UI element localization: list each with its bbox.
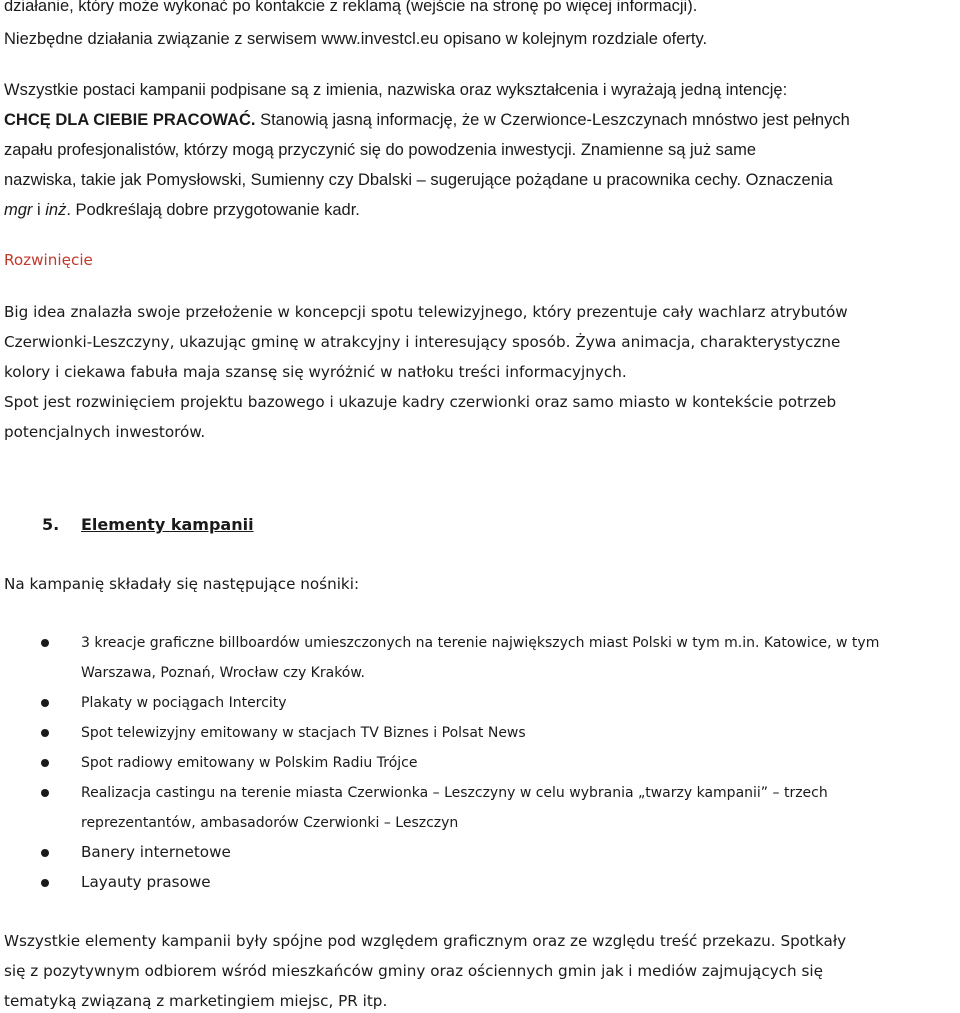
list-item-line-1: Banery internetowe <box>81 843 231 861</box>
list-item-line-1: Layauty prasowe <box>81 873 211 891</box>
section-title: Elementy kampanii <box>81 515 254 534</box>
summary-line-2: się z pozytywnym odbiorem wśród mieszkańców gminy oraz ościennych gmin jak i mediów zajmujących się <box>4 962 823 980</box>
development-p2-line-1: Spot jest rozwinięciem projektu bazowego i ukazuje kadry czerwionki oraz samo miasto w kontekście potrzeb <box>4 393 837 411</box>
abbr-inz: inż <box>45 201 67 219</box>
bullet-icon <box>41 879 49 887</box>
section-number: 5. <box>42 515 60 534</box>
section-intro: Na kampanię składały się następujące nośniki: <box>4 575 360 593</box>
bullet-icon <box>41 789 49 797</box>
bullet-icon <box>41 729 49 737</box>
bullet-icon <box>41 699 49 707</box>
characters-line-4: nazwiska, takie jak Pomysłowski, Sumienny czy Dbalski – sugerujące pożądane u pracownika cechy. Oznaczenia <box>4 171 833 189</box>
characters-line-5 <box>4 200 360 220</box>
characters-line-2 <box>4 110 850 130</box>
intro-line-1: działanie, który może wykonać po kontakcie z reklamą (wejście na stronę po więcej informacji). <box>4 0 698 15</box>
characters-line-3: zapału profesjonalistów, którzy mogą przyczynić się do powodzenia inwestycji. Znamienne są już same <box>4 141 757 159</box>
abbr-mgr: mgr <box>4 201 33 219</box>
characters-line-1: Wszystkie postaci kampanii podpisane są z imienia, nazwiska oraz wykształcenia i wyrażają jedną intencję: <box>4 81 788 99</box>
list-item-line-1: Realizacja castingu na terenie miasta Czerwionka – Leszczyny w celu wybrania „twarzy kampanii” – trzech <box>81 785 828 801</box>
summary-line-3: tematyką związaną z marketingiem miejsc, PR itp. <box>4 992 388 1010</box>
bullet-icon <box>41 639 49 647</box>
characters-line-5-rest: . Podkreślają dobre przygotowanie kadr. <box>66 201 360 219</box>
intro-line-2: Niezbędne działania związanie z serwisem www.investcl.eu opisano w kolejnym rozdziale oferty. <box>4 30 708 48</box>
slogan: CHCĘ DLA CIEBIE PRACOWAĆ. <box>4 111 256 129</box>
list-item-line-1: 3 kreacje graficzne billboardów umieszczonych na terenie największych miast Polski w tym m.in. Katowice, w tym <box>81 635 880 651</box>
list-item-line-2: Warszawa, Poznań, Wrocław czy Kraków. <box>81 665 365 681</box>
development-heading: Rozwinięcie <box>4 251 93 269</box>
development-p1-line-3: kolory i ciekawa fabuła maja szansę się wyróżnić w natłoku treści informacyjnych. <box>4 363 627 381</box>
development-p1-line-1: Big idea znalazła swoje przełożenie w koncepcji spotu telewizyjnego, który prezentuje cały wachlarz atrybutów <box>4 303 848 321</box>
list-item-line-1: Spot radiowy emitowany w Polskim Radiu Trójce <box>81 755 418 771</box>
list-item-line-1: Plakaty w pociągach Intercity <box>81 695 287 711</box>
bullet-icon <box>41 849 49 857</box>
characters-line-2-rest: Stanowią jasną informację, że w Czerwionce-Leszczynach mnóstwo jest pełnych <box>255 111 850 129</box>
bullet-icon <box>41 759 49 767</box>
summary-line-1: Wszystkie elementy kampanii były spójne pod względem graficznym oraz ze względu treść przekazu. Spotkały <box>4 932 847 950</box>
development-p1-line-2: Czerwionki-Leszczyny, ukazując gminę w atrakcyjny i interesujący sposób. Żywa animacja, charakterystyczne <box>4 333 841 351</box>
conjunction: i <box>32 201 46 219</box>
list-item-line-2: reprezentantów, ambasadorów Czerwionki – Leszczyn <box>81 815 459 831</box>
list-item-line-1: Spot telewizyjny emitowany w stacjach TV Biznes i Polsat News <box>81 725 526 741</box>
development-p2-line-2: potencjalnych inwestorów. <box>4 423 206 441</box>
